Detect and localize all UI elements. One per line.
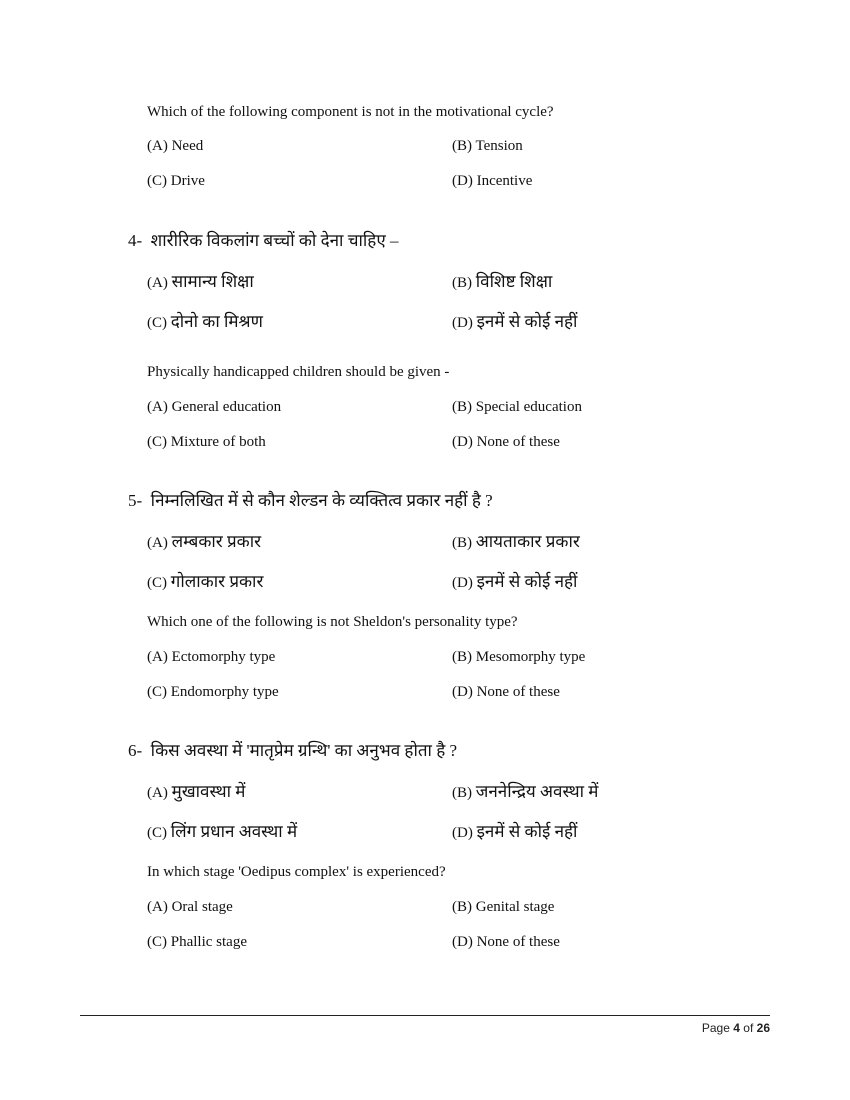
page-number: Page 4 of 26 <box>701 1021 770 1035</box>
option-c-hi: (C) दोनो का मिश्रण <box>147 312 263 331</box>
footer-divider <box>80 1015 770 1016</box>
option-c-hi: (C) गोलाकार प्रकार <box>147 572 264 591</box>
option-c: (C) Mixture of both <box>147 434 266 450</box>
option-a-hi: (A) लम्बकार प्रकार <box>147 532 262 551</box>
option-d-hi: (D) इनमें से कोई नहीं <box>452 312 578 331</box>
question-text-hi: निम्नलिखित में से कौन शेल्डन के व्यक्तित्व प्रकार नहीं है ? <box>150 491 493 510</box>
option-a: (A) Need <box>147 138 204 154</box>
option-b: (B) Special education <box>452 399 582 415</box>
option-d: (D) None of these <box>452 434 560 450</box>
question-4-hindi <box>128 231 398 251</box>
question-number: 6- <box>128 741 143 760</box>
option-c: (C) Drive <box>147 173 205 189</box>
option-a: (A) General education <box>147 399 282 415</box>
option-b-hi: (B) विशिष्ट शिक्षा <box>452 272 553 291</box>
option-d: (D) Incentive <box>452 173 533 189</box>
question-text-hi: शारीरिक विकलांग बच्चों को देना चाहिए – <box>150 231 399 250</box>
option-d-hi: (D) इनमें से कोई नहीं <box>452 822 578 841</box>
option-b-hi: (B) आयताकार प्रकार <box>452 532 580 551</box>
option-b: (B) Mesomorphy type <box>452 649 586 665</box>
question-text-en: Which one of the following is not Sheldon's personality type? <box>147 614 518 630</box>
option-a-hi: (A) सामान्य शिक्षा <box>147 272 254 291</box>
option-b-hi: (B) जननेन्द्रिय अवस्था में <box>452 782 599 801</box>
option-a: (A) Ectomorphy type <box>147 649 276 665</box>
question-6-hindi <box>128 741 457 761</box>
option-a-hi: (A) मुखावस्था में <box>147 782 246 801</box>
question-text-en: Physically handicapped children should be given - <box>147 364 450 380</box>
option-d: (D) None of these <box>452 934 560 950</box>
question-5-hindi <box>128 491 493 511</box>
question-text-en: In which stage 'Oedipus complex' is experienced? <box>147 864 446 880</box>
option-d: (D) None of these <box>452 684 560 700</box>
question-number: 5- <box>128 491 143 510</box>
question-text-en: Which of the following component is not in the motivational cycle? <box>147 104 554 120</box>
option-b: (B) Tension <box>452 138 523 154</box>
option-c-hi: (C) लिंग प्रधान अवस्था में <box>147 822 298 841</box>
question-text-hi: किस अवस्था में 'मातृप्रेम ग्रन्थि' का अनुभव होता है ? <box>150 741 458 760</box>
option-c: (C) Phallic stage <box>147 934 247 950</box>
question-number: 4- <box>128 231 143 250</box>
option-b: (B) Genital stage <box>452 899 555 915</box>
option-a: (A) Oral stage <box>147 899 233 915</box>
option-d-hi: (D) इनमें से कोई नहीं <box>452 572 578 591</box>
option-c: (C) Endomorphy type <box>147 684 279 700</box>
